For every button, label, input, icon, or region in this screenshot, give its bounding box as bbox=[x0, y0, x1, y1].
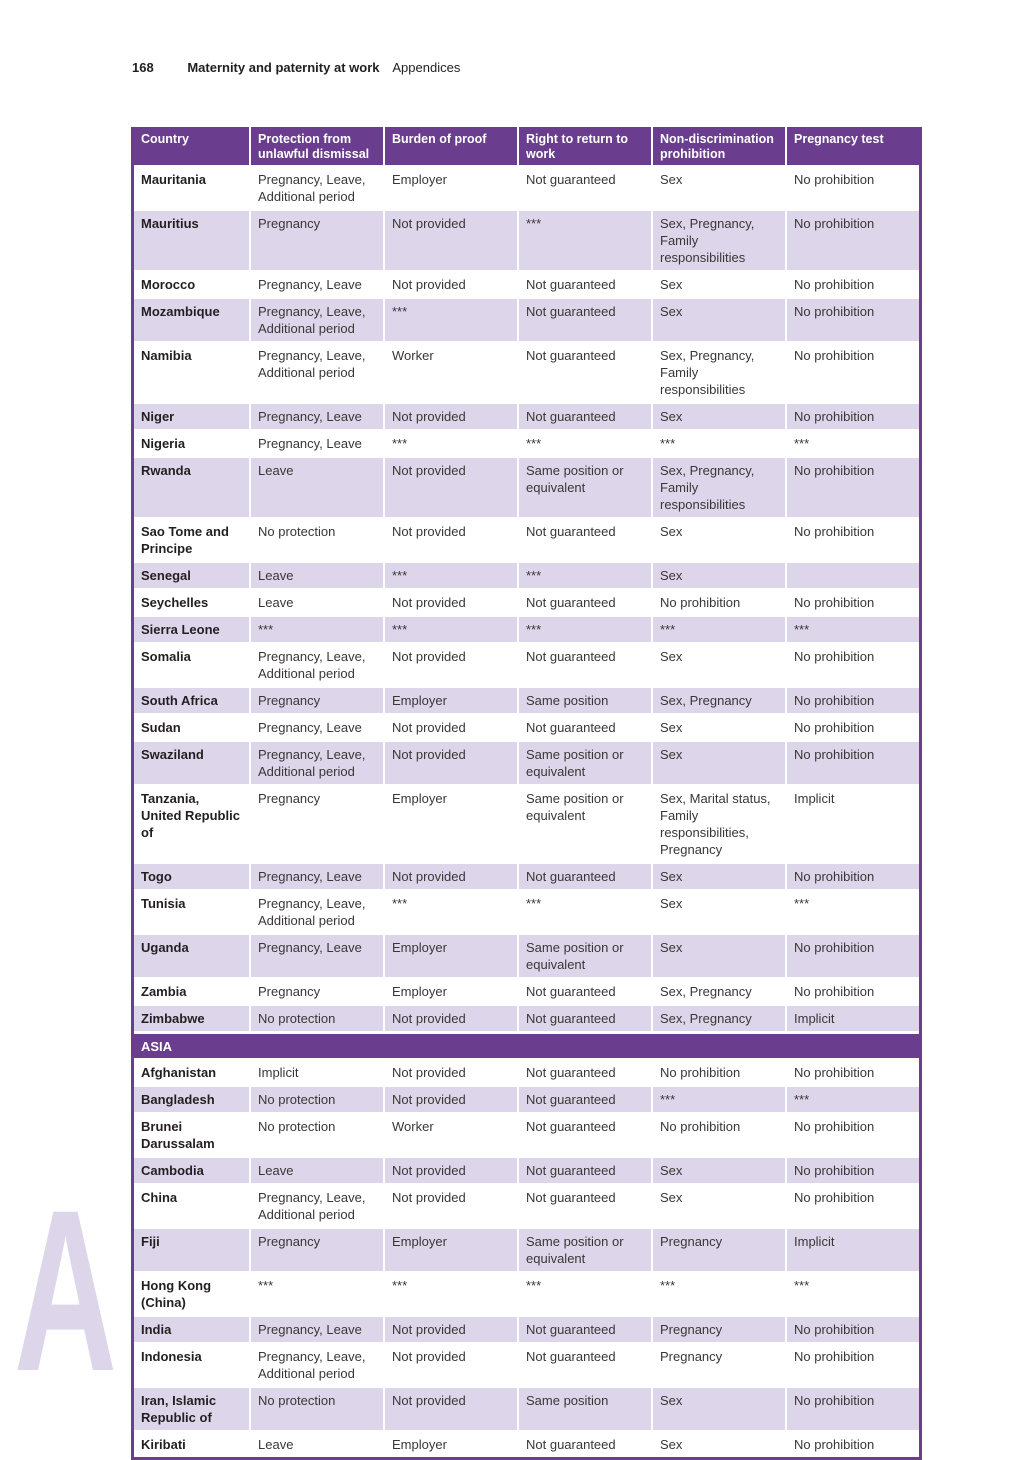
pregnancy-test-cell: No prohibition bbox=[786, 1387, 919, 1431]
dismissal-protection-cell: No protection bbox=[250, 1387, 384, 1431]
right-to-return-cell: Same position or equivalent bbox=[518, 785, 652, 863]
non-discrimination-cell: Sex bbox=[652, 1387, 786, 1431]
non-discrimination-cell: Sex bbox=[652, 562, 786, 589]
burden-of-proof-cell: Not provided bbox=[384, 589, 518, 616]
table-row bbox=[134, 643, 919, 687]
country-cell: Mozambique bbox=[134, 298, 250, 342]
right-to-return-cell: *** bbox=[518, 616, 652, 643]
non-discrimination-cell: No prohibition bbox=[652, 1059, 786, 1086]
table-body bbox=[134, 166, 919, 1457]
burden-of-proof-cell: *** bbox=[384, 890, 518, 934]
pregnancy-test-cell: No prohibition bbox=[786, 1343, 919, 1387]
right-to-return-cell: Not guaranteed bbox=[518, 1343, 652, 1387]
table-row bbox=[134, 403, 919, 430]
pregnancy-test-cell: No prohibition bbox=[786, 166, 919, 210]
country-cell: India bbox=[134, 1316, 250, 1343]
pregnancy-test-cell: No prohibition bbox=[786, 1316, 919, 1343]
non-discrimination-cell: No prohibition bbox=[652, 1113, 786, 1157]
right-to-return-cell: Not guaranteed bbox=[518, 978, 652, 1005]
right-to-return-cell: Not guaranteed bbox=[518, 1059, 652, 1086]
right-to-return-cell: Not guaranteed bbox=[518, 1005, 652, 1033]
country-cell: Somalia bbox=[134, 643, 250, 687]
country-cell: Fiji bbox=[134, 1228, 250, 1272]
region-label: ASIA bbox=[134, 1033, 919, 1060]
burden-of-proof-cell: Not provided bbox=[384, 1086, 518, 1113]
table-row bbox=[134, 1005, 919, 1033]
right-to-return-cell: Not guaranteed bbox=[518, 714, 652, 741]
burden-of-proof-cell: Not provided bbox=[384, 1387, 518, 1431]
header-right-to-return: Right to return to work bbox=[518, 127, 652, 166]
right-to-return-cell: *** bbox=[518, 1272, 652, 1316]
table-row bbox=[134, 1272, 919, 1316]
right-to-return-cell: Not guaranteed bbox=[518, 271, 652, 298]
right-to-return-cell: Not guaranteed bbox=[518, 1184, 652, 1228]
dismissal-protection-cell: Pregnancy bbox=[250, 978, 384, 1005]
pregnancy-test-cell: No prohibition bbox=[786, 403, 919, 430]
dismissal-protection-cell: Pregnancy bbox=[250, 687, 384, 714]
burden-of-proof-cell: *** bbox=[384, 430, 518, 457]
pregnancy-test-cell: No prohibition bbox=[786, 643, 919, 687]
non-discrimination-cell: Sex bbox=[652, 643, 786, 687]
burden-of-proof-cell: Not provided bbox=[384, 457, 518, 518]
non-discrimination-cell: Sex bbox=[652, 271, 786, 298]
table-row bbox=[134, 863, 919, 890]
country-cell: Swaziland bbox=[134, 741, 250, 785]
right-to-return-cell: Not guaranteed bbox=[518, 1431, 652, 1457]
pregnancy-test-cell: No prohibition bbox=[786, 457, 919, 518]
non-discrimination-cell: *** bbox=[652, 616, 786, 643]
burden-of-proof-cell: Not provided bbox=[384, 271, 518, 298]
burden-of-proof-cell: Not provided bbox=[384, 1157, 518, 1184]
burden-of-proof-cell: Not provided bbox=[384, 1343, 518, 1387]
header-burden-of-proof: Burden of proof bbox=[384, 127, 518, 166]
pregnancy-test-cell: No prohibition bbox=[786, 1184, 919, 1228]
non-discrimination-cell: *** bbox=[652, 430, 786, 457]
table-row bbox=[134, 589, 919, 616]
dismissal-protection-cell: Pregnancy, Leave bbox=[250, 1316, 384, 1343]
burden-of-proof-cell: Not provided bbox=[384, 863, 518, 890]
pregnancy-test-cell: *** bbox=[786, 890, 919, 934]
right-to-return-cell: Not guaranteed bbox=[518, 1157, 652, 1184]
right-to-return-cell: Not guaranteed bbox=[518, 403, 652, 430]
country-cell: Kiribati bbox=[134, 1431, 250, 1457]
right-to-return-cell: Same position or equivalent bbox=[518, 934, 652, 978]
burden-of-proof-cell: Not provided bbox=[384, 210, 518, 271]
dismissal-protection-cell: Pregnancy bbox=[250, 785, 384, 863]
book-title: Maternity and paternity at work bbox=[187, 60, 380, 75]
table-row bbox=[134, 687, 919, 714]
pregnancy-test-cell: No prohibition bbox=[786, 863, 919, 890]
region-header-row bbox=[134, 1033, 919, 1060]
non-discrimination-cell: *** bbox=[652, 1086, 786, 1113]
pregnancy-test-cell: *** bbox=[786, 616, 919, 643]
country-cell: Morocco bbox=[134, 271, 250, 298]
header-pregnancy-test: Pregnancy test bbox=[786, 127, 919, 166]
dismissal-protection-cell: Implicit bbox=[250, 1059, 384, 1086]
right-to-return-cell: Not guaranteed bbox=[518, 1086, 652, 1113]
country-cell: Iran, Islamic Republic of bbox=[134, 1387, 250, 1431]
non-discrimination-cell: Sex, Pregnancy, Family responsibilities bbox=[652, 342, 786, 403]
right-to-return-cell: Same position or equivalent bbox=[518, 741, 652, 785]
pregnancy-test-cell: No prohibition bbox=[786, 714, 919, 741]
dismissal-protection-cell: Pregnancy, Leave, Additional period bbox=[250, 298, 384, 342]
dismissal-protection-cell: Pregnancy, Leave, Additional period bbox=[250, 166, 384, 210]
dismissal-protection-cell: Pregnancy, Leave bbox=[250, 271, 384, 298]
page-header bbox=[132, 60, 460, 75]
burden-of-proof-cell: Not provided bbox=[384, 1005, 518, 1033]
country-cell: South Africa bbox=[134, 687, 250, 714]
table-row bbox=[134, 298, 919, 342]
dismissal-protection-cell: Leave bbox=[250, 589, 384, 616]
non-discrimination-cell: Sex, Pregnancy, Family responsibilities bbox=[652, 210, 786, 271]
table-row bbox=[134, 271, 919, 298]
table-row bbox=[134, 1059, 919, 1086]
table-row bbox=[134, 457, 919, 518]
pregnancy-test-cell: No prohibition bbox=[786, 1157, 919, 1184]
country-cell: Cambodia bbox=[134, 1157, 250, 1184]
right-to-return-cell: Not guaranteed bbox=[518, 342, 652, 403]
pregnancy-test-cell: No prohibition bbox=[786, 1113, 919, 1157]
burden-of-proof-cell: Employer bbox=[384, 1431, 518, 1457]
dismissal-protection-cell: Pregnancy, Leave bbox=[250, 863, 384, 890]
non-discrimination-cell: Sex bbox=[652, 1431, 786, 1457]
country-cell: Senegal bbox=[134, 562, 250, 589]
non-discrimination-cell: Sex bbox=[652, 890, 786, 934]
burden-of-proof-cell: Not provided bbox=[384, 741, 518, 785]
right-to-return-cell: Not guaranteed bbox=[518, 1316, 652, 1343]
pregnancy-test-cell: Implicit bbox=[786, 785, 919, 863]
table-row bbox=[134, 342, 919, 403]
pregnancy-test-cell: No prohibition bbox=[786, 298, 919, 342]
dismissal-protection-cell: Pregnancy, Leave, Additional period bbox=[250, 1184, 384, 1228]
pregnancy-test-cell bbox=[786, 562, 919, 589]
non-discrimination-cell: Sex bbox=[652, 298, 786, 342]
right-to-return-cell: Not guaranteed bbox=[518, 166, 652, 210]
table-row bbox=[134, 978, 919, 1005]
right-to-return-cell: Not guaranteed bbox=[518, 1113, 652, 1157]
pregnancy-test-cell: No prohibition bbox=[786, 934, 919, 978]
right-to-return-cell: Same position or equivalent bbox=[518, 1228, 652, 1272]
table-row bbox=[134, 1086, 919, 1113]
right-to-return-cell: Not guaranteed bbox=[518, 589, 652, 616]
pregnancy-test-cell: No prohibition bbox=[786, 518, 919, 562]
burden-of-proof-cell: Not provided bbox=[384, 518, 518, 562]
right-to-return-cell: Same position or equivalent bbox=[518, 457, 652, 518]
table-row bbox=[134, 1228, 919, 1272]
burden-of-proof-cell: *** bbox=[384, 298, 518, 342]
non-discrimination-cell: Sex bbox=[652, 741, 786, 785]
country-cell: Namibia bbox=[134, 342, 250, 403]
right-to-return-cell: Same position bbox=[518, 1387, 652, 1431]
dismissal-protection-cell: Pregnancy, Leave bbox=[250, 714, 384, 741]
pregnancy-test-cell: *** bbox=[786, 1272, 919, 1316]
dismissal-protection-cell: Leave bbox=[250, 1431, 384, 1457]
appendix-letter-watermark: A bbox=[14, 1162, 117, 1419]
burden-of-proof-cell: Not provided bbox=[384, 1184, 518, 1228]
dismissal-protection-cell: Pregnancy, Leave, Additional period bbox=[250, 890, 384, 934]
dismissal-protection-cell: *** bbox=[250, 616, 384, 643]
header-non-discrimination: Non-discrimination prohibition bbox=[652, 127, 786, 166]
table-header-row bbox=[134, 127, 919, 166]
country-cell: Hong Kong (China) bbox=[134, 1272, 250, 1316]
pregnancy-test-cell: Implicit bbox=[786, 1228, 919, 1272]
non-discrimination-cell: Pregnancy bbox=[652, 1316, 786, 1343]
table-row bbox=[134, 210, 919, 271]
country-cell: Brunei Darussalam bbox=[134, 1113, 250, 1157]
non-discrimination-cell: Sex bbox=[652, 714, 786, 741]
dismissal-protection-cell: Leave bbox=[250, 562, 384, 589]
table-row bbox=[134, 1316, 919, 1343]
pregnancy-test-cell: Implicit bbox=[786, 1005, 919, 1033]
pregnancy-test-cell: No prohibition bbox=[786, 741, 919, 785]
country-cell: Bangladesh bbox=[134, 1086, 250, 1113]
table-row bbox=[134, 562, 919, 589]
pregnancy-test-cell: No prohibition bbox=[786, 1059, 919, 1086]
pregnancy-test-cell: No prohibition bbox=[786, 978, 919, 1005]
right-to-return-cell: *** bbox=[518, 562, 652, 589]
table-row bbox=[134, 1157, 919, 1184]
right-to-return-cell: Not guaranteed bbox=[518, 863, 652, 890]
right-to-return-cell: Same position bbox=[518, 687, 652, 714]
table-row bbox=[134, 430, 919, 457]
burden-of-proof-cell: Not provided bbox=[384, 714, 518, 741]
burden-of-proof-cell: *** bbox=[384, 616, 518, 643]
pregnancy-test-cell: No prohibition bbox=[786, 589, 919, 616]
country-cell: Mauritania bbox=[134, 166, 250, 210]
header-country: Country bbox=[134, 127, 250, 166]
burden-of-proof-cell: Not provided bbox=[384, 643, 518, 687]
burden-of-proof-cell: *** bbox=[384, 562, 518, 589]
dismissal-protection-cell: Pregnancy bbox=[250, 1228, 384, 1272]
non-discrimination-cell: Sex, Marital status, Family responsibilities, Pregnancy bbox=[652, 785, 786, 863]
table-row bbox=[134, 890, 919, 934]
non-discrimination-cell: Sex, Pregnancy bbox=[652, 978, 786, 1005]
non-discrimination-cell: Sex, Pregnancy, Family responsibilities bbox=[652, 457, 786, 518]
country-cell: Sudan bbox=[134, 714, 250, 741]
dismissal-protection-cell: No protection bbox=[250, 1113, 384, 1157]
dismissal-protection-cell: Pregnancy, Leave bbox=[250, 403, 384, 430]
non-discrimination-cell: Sex, Pregnancy bbox=[652, 687, 786, 714]
burden-of-proof-cell: Not provided bbox=[384, 1059, 518, 1086]
dismissal-protection-cell: Pregnancy, Leave, Additional period bbox=[250, 741, 384, 785]
table-row bbox=[134, 1387, 919, 1431]
pregnancy-test-cell: *** bbox=[786, 1086, 919, 1113]
non-discrimination-cell: Sex bbox=[652, 166, 786, 210]
table-row bbox=[134, 1343, 919, 1387]
burden-of-proof-cell: Employer bbox=[384, 166, 518, 210]
non-discrimination-cell: Sex bbox=[652, 863, 786, 890]
burden-of-proof-cell: Employer bbox=[384, 934, 518, 978]
non-discrimination-cell: *** bbox=[652, 1272, 786, 1316]
country-cell: Tunisia bbox=[134, 890, 250, 934]
pregnancy-test-cell: No prohibition bbox=[786, 687, 919, 714]
dismissal-protection-cell: No protection bbox=[250, 1086, 384, 1113]
country-cell: Rwanda bbox=[134, 457, 250, 518]
burden-of-proof-cell: Not provided bbox=[384, 1316, 518, 1343]
country-cell: Togo bbox=[134, 863, 250, 890]
right-to-return-cell: *** bbox=[518, 210, 652, 271]
country-cell: Mauritius bbox=[134, 210, 250, 271]
non-discrimination-cell: Sex bbox=[652, 1184, 786, 1228]
burden-of-proof-cell: *** bbox=[384, 1272, 518, 1316]
table-row bbox=[134, 616, 919, 643]
burden-of-proof-cell: Employer bbox=[384, 785, 518, 863]
legislation-table bbox=[134, 127, 919, 1457]
country-cell: Zimbabwe bbox=[134, 1005, 250, 1033]
burden-of-proof-cell: Not provided bbox=[384, 403, 518, 430]
table-row bbox=[134, 518, 919, 562]
right-to-return-cell: *** bbox=[518, 890, 652, 934]
country-cell: Nigeria bbox=[134, 430, 250, 457]
table-row bbox=[134, 934, 919, 978]
dismissal-protection-cell: Pregnancy bbox=[250, 210, 384, 271]
pregnancy-test-cell: No prohibition bbox=[786, 271, 919, 298]
legislation-table-container bbox=[131, 127, 922, 1460]
dismissal-protection-cell: Pregnancy, Leave, Additional period bbox=[250, 643, 384, 687]
non-discrimination-cell: Sex bbox=[652, 934, 786, 978]
dismissal-protection-cell: No protection bbox=[250, 1005, 384, 1033]
table-row bbox=[134, 785, 919, 863]
table-row bbox=[134, 1184, 919, 1228]
burden-of-proof-cell: Employer bbox=[384, 1228, 518, 1272]
non-discrimination-cell: Pregnancy bbox=[652, 1343, 786, 1387]
header-dismissal-protection: Protection from unlawful dismissal bbox=[250, 127, 384, 166]
non-discrimination-cell: Sex bbox=[652, 1157, 786, 1184]
country-cell: Afghanistan bbox=[134, 1059, 250, 1086]
right-to-return-cell: Not guaranteed bbox=[518, 298, 652, 342]
right-to-return-cell: *** bbox=[518, 430, 652, 457]
dismissal-protection-cell: No protection bbox=[250, 518, 384, 562]
non-discrimination-cell: Sex, Pregnancy bbox=[652, 1005, 786, 1033]
burden-of-proof-cell: Worker bbox=[384, 342, 518, 403]
table-row bbox=[134, 741, 919, 785]
country-cell: Uganda bbox=[134, 934, 250, 978]
non-discrimination-cell: Pregnancy bbox=[652, 1228, 786, 1272]
country-cell: Tanzania, United Republic of bbox=[134, 785, 250, 863]
burden-of-proof-cell: Employer bbox=[384, 978, 518, 1005]
country-cell: Sierra Leone bbox=[134, 616, 250, 643]
country-cell: Sao Tome and Principe bbox=[134, 518, 250, 562]
right-to-return-cell: Not guaranteed bbox=[518, 643, 652, 687]
burden-of-proof-cell: Employer bbox=[384, 687, 518, 714]
burden-of-proof-cell: Worker bbox=[384, 1113, 518, 1157]
dismissal-protection-cell: *** bbox=[250, 1272, 384, 1316]
page-number: 168 bbox=[132, 60, 154, 75]
dismissal-protection-cell: Pregnancy, Leave, Additional period bbox=[250, 342, 384, 403]
dismissal-protection-cell: Leave bbox=[250, 1157, 384, 1184]
dismissal-protection-cell: Pregnancy, Leave bbox=[250, 430, 384, 457]
non-discrimination-cell: No prohibition bbox=[652, 589, 786, 616]
country-cell: China bbox=[134, 1184, 250, 1228]
dismissal-protection-cell: Leave bbox=[250, 457, 384, 518]
table-row bbox=[134, 166, 919, 210]
section-name: Appendices bbox=[392, 60, 461, 75]
country-cell: Niger bbox=[134, 403, 250, 430]
pregnancy-test-cell: No prohibition bbox=[786, 342, 919, 403]
dismissal-protection-cell: Pregnancy, Leave bbox=[250, 934, 384, 978]
non-discrimination-cell: Sex bbox=[652, 403, 786, 430]
pregnancy-test-cell: No prohibition bbox=[786, 1431, 919, 1457]
table-row bbox=[134, 714, 919, 741]
country-cell: Seychelles bbox=[134, 589, 250, 616]
non-discrimination-cell: Sex bbox=[652, 518, 786, 562]
pregnancy-test-cell: *** bbox=[786, 430, 919, 457]
country-cell: Zambia bbox=[134, 978, 250, 1005]
table-row bbox=[134, 1431, 919, 1457]
right-to-return-cell: Not guaranteed bbox=[518, 518, 652, 562]
pregnancy-test-cell: No prohibition bbox=[786, 210, 919, 271]
dismissal-protection-cell: Pregnancy, Leave, Additional period bbox=[250, 1343, 384, 1387]
table-row bbox=[134, 1113, 919, 1157]
country-cell: Indonesia bbox=[134, 1343, 250, 1387]
